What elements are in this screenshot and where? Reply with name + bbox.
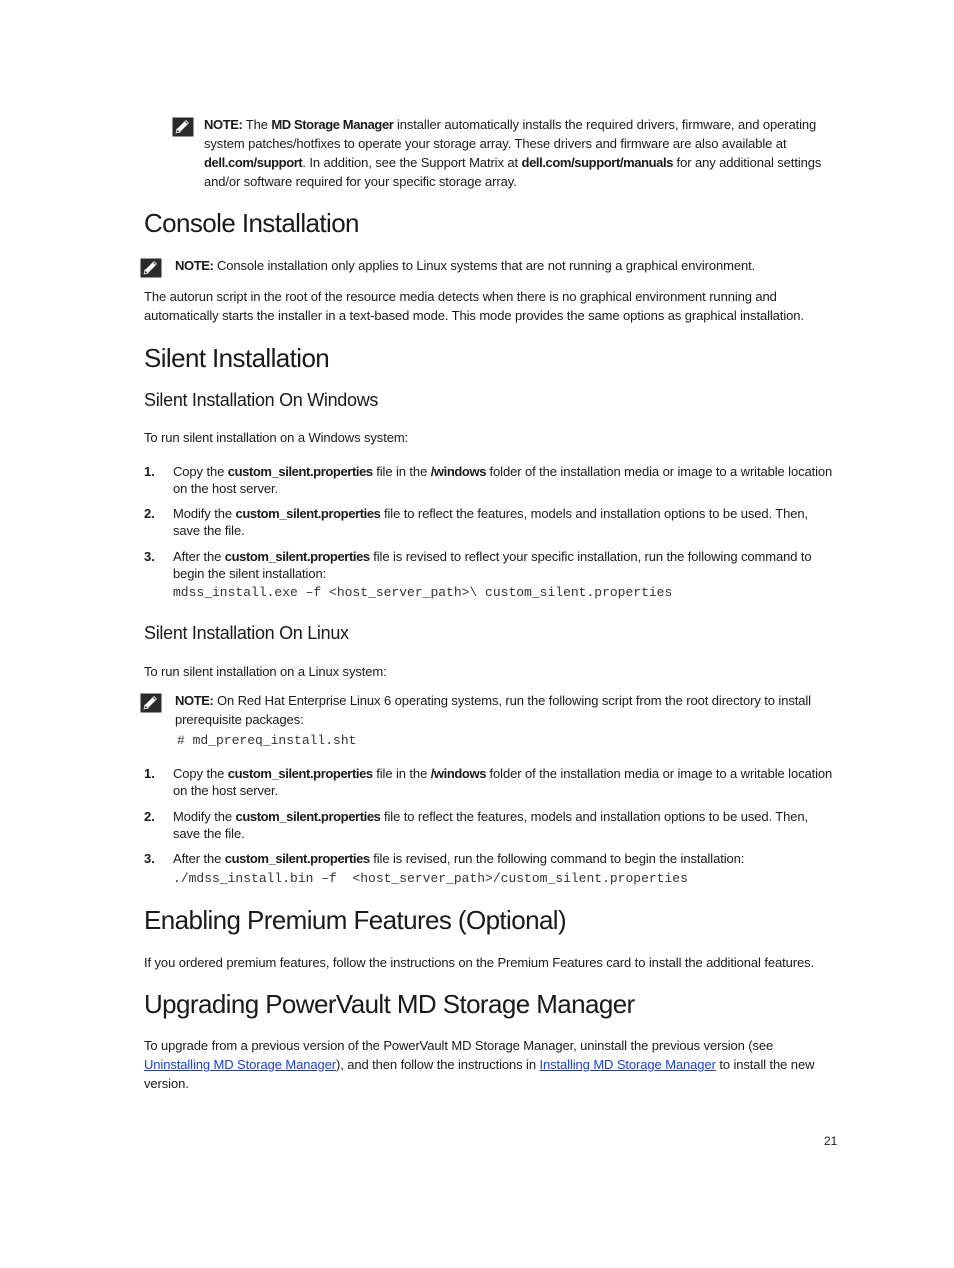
heading-upgrading: Upgrading PowerVault MD Storage Manager <box>144 989 635 1019</box>
note-pencil-icon <box>140 258 162 278</box>
list-item: Modify the custom_silent.properties file to reflect the features, models and installation options to be used. Then, save the file. <box>173 506 809 538</box>
heading-premium-features: Enabling Premium Features (Optional) <box>144 905 567 935</box>
note-linux: NOTE: On Red Hat Enterprise Linux 6 operating systems, run the following script from the root directory to install prerequisite packages: <box>175 693 811 727</box>
note-console: NOTE: Console installation only applies to Linux systems that are not running a graphical environment. <box>175 258 756 273</box>
note-pencil-icon <box>140 693 162 713</box>
note-label: NOTE: <box>175 693 214 708</box>
step-number: 2. <box>144 506 155 521</box>
intro-linux: To run silent installation on a Linux system: <box>144 664 387 679</box>
link-dell-support: dell.com/support <box>204 155 303 170</box>
link-uninstalling-md-storage-manager[interactable]: Uninstalling MD Storage Manager <box>144 1057 336 1072</box>
step-number: 3. <box>144 851 155 866</box>
code-windows-command: mdss_install.exe –f <host_server_path>\ custom_silent.properties <box>173 585 673 600</box>
heading-console-installation: Console Installation <box>144 208 359 238</box>
code-linux-command: ./mdss_install.bin –f <host_server_path>/custom_silent.properties <box>173 871 688 886</box>
note-top: NOTE: The MD Storage Manager installer automatically installs the required drivers, firmware, and operating system patches/hotfixes to operate your storage array. These drivers and firmware are also available at dell.com/support. In addition, see the Support Matrix at dell.com/support/manuals for any additional settings and/or software required for your specific storage array. <box>204 117 822 189</box>
heading-silent-linux: Silent Installation On Linux <box>144 623 349 643</box>
product-name: MD Storage Manager <box>271 117 394 132</box>
list-item: Copy the custom_silent.properties file in the /windows folder of the installation media or image to a writable location on the host server. <box>173 766 833 798</box>
page-number: 21 <box>824 1134 838 1148</box>
link-installing-md-storage-manager[interactable]: Installing MD Storage Manager <box>539 1057 716 1072</box>
paragraph-premium: If you ordered premium features, follow the instructions on the Premium Features card to install the additional features. <box>144 955 815 970</box>
code-prereq-script: # md_prereq_install.sht <box>177 733 357 748</box>
note-label: NOTE: <box>204 117 243 132</box>
heading-silent-windows: Silent Installation On Windows <box>144 390 379 410</box>
paragraph-console: The autorun script in the root of the resource media detects when there is no graphical environment running and automatically starts the installer in a text-based mode. This mode provides the same options as graphical installation. <box>144 289 804 323</box>
paragraph-upgrade: To upgrade from a previous version of the PowerVault MD Storage Manager, uninstall the previous version (see Uninstalling MD Storage Manager), and then follow the instructions in Installing MD Storage Manager to install the new version. <box>144 1038 815 1091</box>
note-pencil-icon <box>172 117 194 137</box>
list-item: Copy the custom_silent.properties file in the /windows folder of the installation media or image to a writable location on the host server. <box>173 464 833 496</box>
list-item: After the custom_silent.properties file is revised to reflect your specific installation, run the following command to begin the silent installation: <box>173 549 812 581</box>
list-item: After the custom_silent.properties file is revised, run the following command to begin the installation: <box>173 851 745 866</box>
step-number: 2. <box>144 809 155 824</box>
link-dell-support-manuals: dell.com/support/manuals <box>521 155 674 170</box>
step-number: 1. <box>144 464 155 479</box>
intro-windows: To run silent installation on a Windows system: <box>144 430 409 445</box>
heading-silent-installation: Silent Installation <box>144 343 330 373</box>
step-number: 1. <box>144 766 155 781</box>
step-number: 3. <box>144 549 155 564</box>
note-label: NOTE: <box>175 258 214 273</box>
list-item: Modify the custom_silent.properties file to reflect the features, models and installation options to be used. Then, save the file. <box>173 809 809 841</box>
